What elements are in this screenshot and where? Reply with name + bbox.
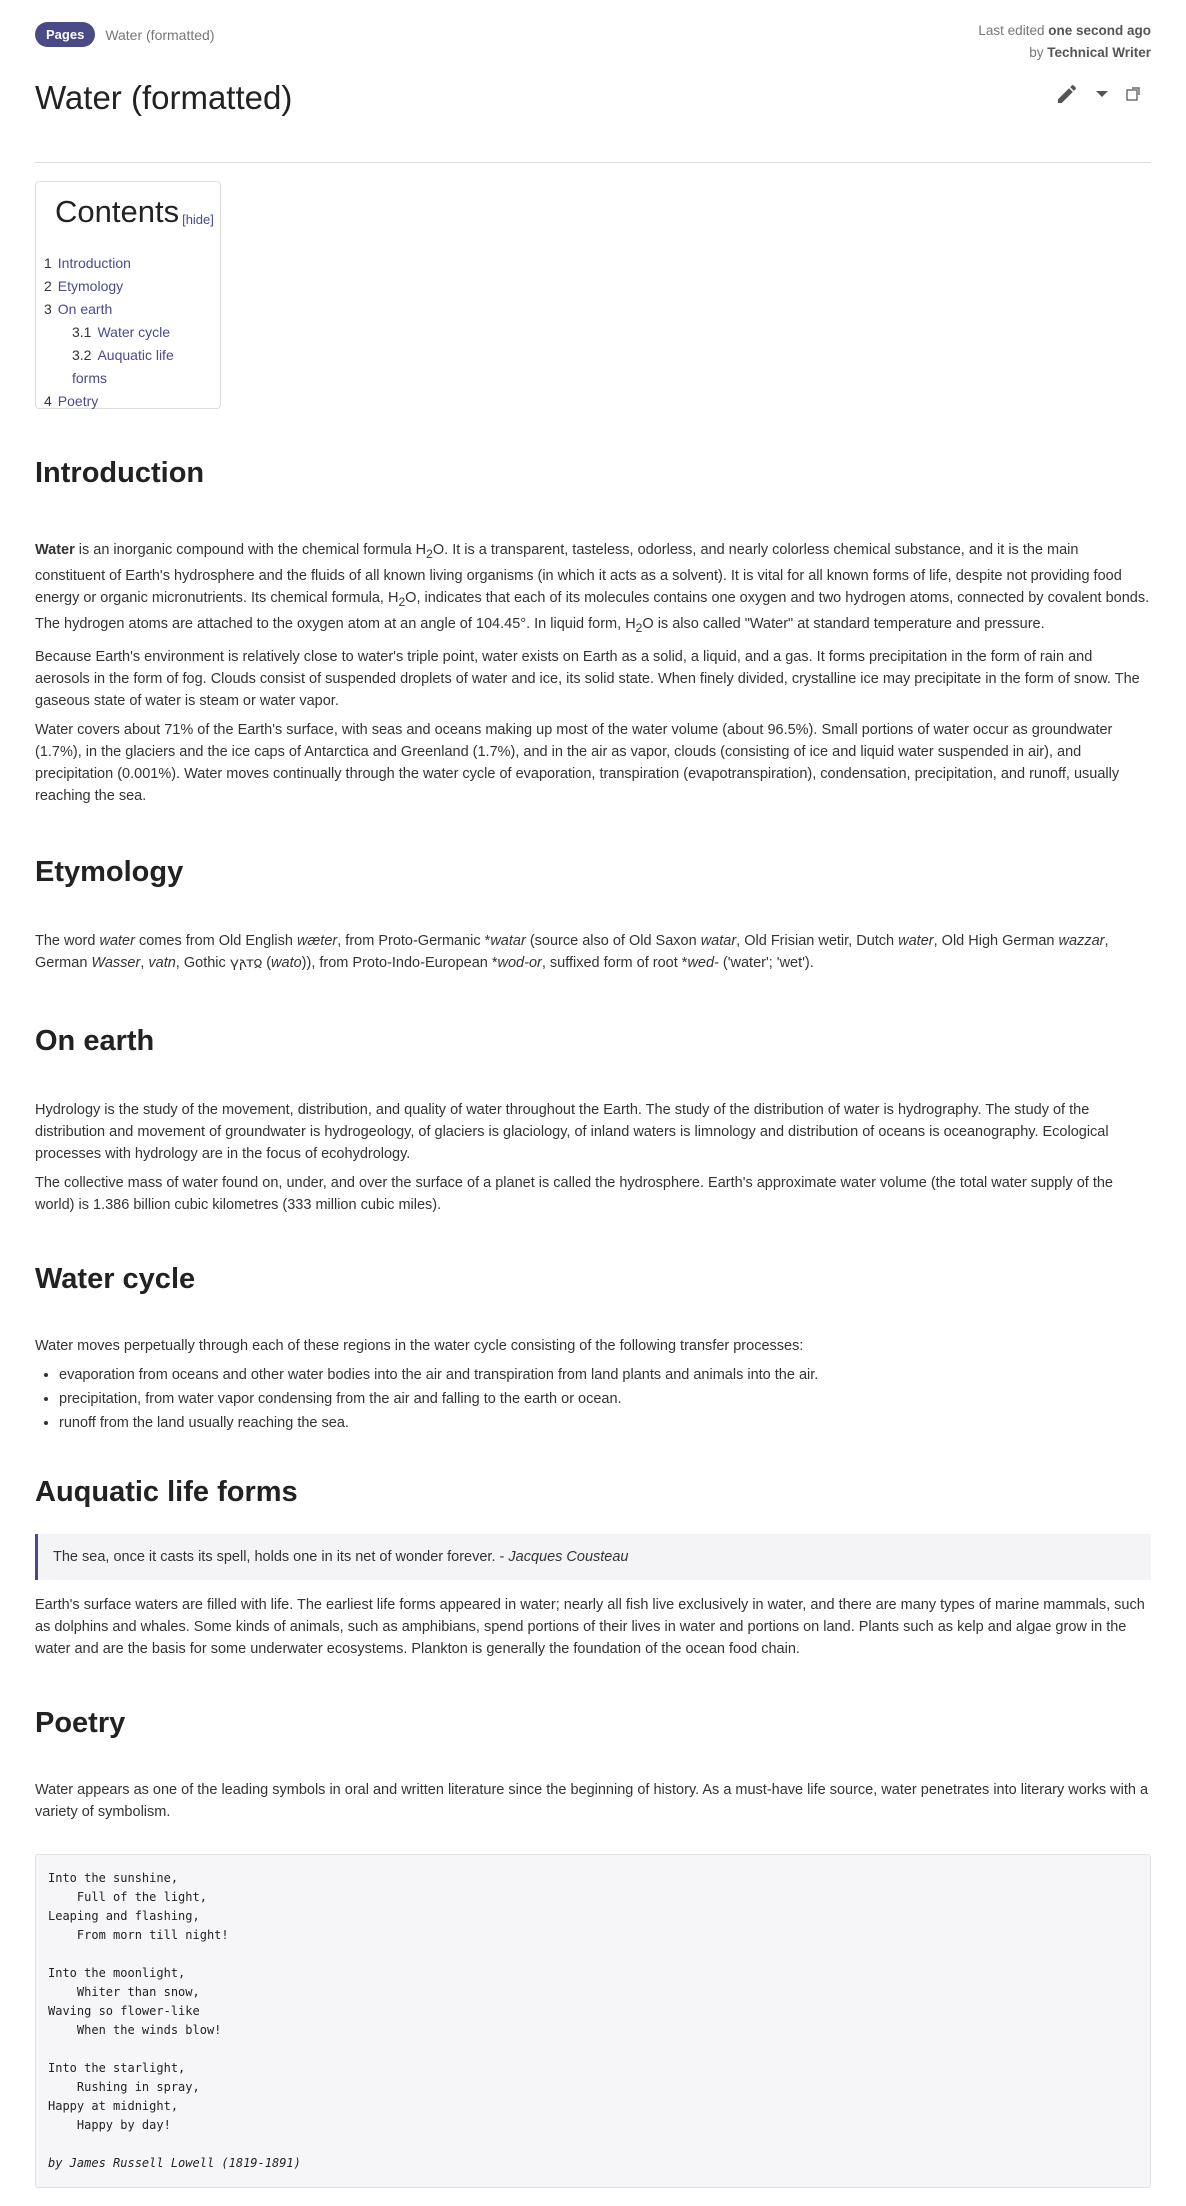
toc-item-poetry[interactable] bbox=[44, 390, 212, 413]
water-cycle-list bbox=[35, 1364, 1151, 1434]
text: O. It is a transparent, tasteless, odorless, and nearly colorless chemical substance, and it is the main constituent of Earth's hydrosphere and the fluids of all known living organisms (in which it acts as a solvent). It is vital for all known forms of life, despite not providing food energy or organic micronutrients. Its chemical formula, H bbox=[35, 542, 1122, 606]
toc-item-label[interactable]: On earth bbox=[57, 301, 113, 317]
last-edited-time: one second ago bbox=[1048, 23, 1151, 38]
toc-item-etymology[interactable] bbox=[44, 275, 212, 298]
text: comes from Old English bbox=[134, 932, 297, 949]
poem-byline: by James Russell Lowell (1819-1891) bbox=[48, 2155, 301, 2170]
text: O, indicates that each of its molecules contains one oxygen and two hydrogen atoms, connected by covalent bonds. The hydrogen atoms are attached to the oxygen atom at an angle of 104.45°. In liquid form, H bbox=[35, 589, 1150, 632]
italic: water bbox=[898, 932, 934, 949]
pages-button[interactable]: Pages bbox=[35, 22, 95, 47]
toc-item-label[interactable]: Water cycle bbox=[97, 324, 171, 340]
subscript: 2 bbox=[398, 594, 406, 609]
breadcrumb bbox=[35, 22, 214, 47]
earth-paragraph-2: The collective mass of water found on, under, and over the surface of a planet is called the hydrosphere. Earth's approximate water volume (the total water supply of the world) is 1.386 billion cubic kilometres (333 million cubic miles). bbox=[35, 1174, 1113, 1213]
edit-meta bbox=[978, 20, 1151, 64]
quote-text: The sea, once it casts its spell, holds one in its net of wonder forever. - bbox=[53, 1548, 509, 1565]
toc-item-number: 3 bbox=[44, 301, 52, 317]
italic: water bbox=[99, 932, 135, 949]
page-title: Water (formatted) bbox=[35, 79, 293, 116]
text: , bbox=[140, 954, 149, 971]
heading-aquatic-life: Auquatic life forms bbox=[35, 1475, 298, 1508]
aquatic-paragraph: Earth's surface waters are filled with life. The earliest life forms appeared in water; nearly all fish live exclusively in water, and there are many types of marine mammals, such as dolphins and whales. Some kinds of animals, such as amphibians, spend portions of their lives in water and portions on land. Plants such as kelp and algae grow in the water and are the basis for some underwater ecosystems. Plankton is generally the foundation of the ocean food chain. bbox=[35, 1596, 1145, 1657]
text: O is also called "Water" at standard temperature and pressure. bbox=[642, 615, 1045, 632]
toc-hide-link[interactable]: [hide] bbox=[182, 212, 214, 227]
table-of-contents bbox=[35, 181, 221, 409]
list-item: • evaporation from oceans and other water bodies into the air and transpiration from land plants and animals into the air. bbox=[59, 1364, 1151, 1386]
italic: Wasser bbox=[91, 954, 141, 971]
text: )), from Proto-Indo-European * bbox=[301, 954, 498, 971]
toc-item-label[interactable]: Auquatic life forms bbox=[72, 347, 174, 386]
text: is an inorganic compound with the chemical formula H bbox=[74, 542, 427, 558]
expand-icon[interactable] bbox=[1125, 86, 1141, 102]
list-item: • runoff from the land usually reaching the sea. bbox=[59, 1412, 1151, 1434]
toc-item-label[interactable]: Etymology bbox=[57, 278, 124, 294]
heading-etymology: Etymology bbox=[35, 855, 184, 888]
italic: wed- bbox=[687, 954, 719, 971]
italic: wazzar bbox=[1058, 932, 1105, 949]
italic: watar bbox=[490, 932, 526, 949]
italic: watar bbox=[700, 932, 737, 949]
toc-item-introduction[interactable] bbox=[44, 252, 212, 275]
last-edited-prefix: Last edited bbox=[978, 23, 1049, 38]
toc-item-number: 2 bbox=[44, 278, 52, 294]
heading-poetry: Poetry bbox=[35, 1706, 126, 1739]
text: , from Proto-Germanic * bbox=[337, 932, 491, 949]
toc-item-number: 3.1 bbox=[72, 324, 92, 340]
edit-icon[interactable] bbox=[1055, 82, 1079, 106]
intro-paragraph-2: Because Earth's environment is relatively close to water's triple point, water exists on Earth as a solid, a liquid, and a gas. It forms precipitation in the form of rain and aerosols in the form of fog. Clouds consist of suspended droplets of water and ice, its solid state. When finely divided, crystalline ice may precipitate in the form of snow. The gaseous state of water is steam or water vapor. bbox=[35, 648, 1140, 709]
list-item: • precipitation, from water vapor condensing from the air and falling to the earth or ocean. bbox=[59, 1388, 1151, 1410]
text: , Old High German bbox=[933, 932, 1059, 949]
toc-title: Contents bbox=[55, 194, 180, 229]
poetry-paragraph: Water appears as one of the leading symbols in oral and written literature since the beginning of history. As a must-have life source, water penetrates into literary works with a variety of symbolism. bbox=[35, 1781, 1149, 1820]
author-name[interactable]: Technical Writer bbox=[1047, 45, 1151, 60]
poem-code-block bbox=[35, 1854, 1151, 2188]
toc-item-label[interactable]: Poetry bbox=[57, 393, 99, 409]
text: , suffixed form of root * bbox=[541, 954, 688, 971]
text: The word bbox=[35, 932, 100, 949]
italic: wæter bbox=[296, 932, 338, 949]
page-tools bbox=[1055, 82, 1141, 106]
term-water: Water bbox=[35, 542, 75, 558]
italic: vatn bbox=[148, 954, 176, 971]
subscript: 2 bbox=[635, 620, 643, 635]
heading-on-earth: On earth bbox=[35, 1024, 155, 1057]
toc-item-aquatic-life[interactable] bbox=[44, 344, 212, 390]
italic: wato bbox=[271, 954, 302, 971]
by-prefix: by bbox=[1029, 45, 1048, 60]
heading-introduction: Introduction bbox=[35, 457, 205, 489]
intro-paragraph-1 bbox=[35, 539, 1151, 639]
page-content bbox=[35, 455, 1151, 2188]
italic: wod-or bbox=[497, 954, 542, 971]
quote-block bbox=[35, 1534, 1151, 1580]
text: , German bbox=[35, 932, 1109, 971]
breadcrumb-current: Water (formatted) bbox=[105, 26, 215, 43]
toc-item-water-cycle[interactable] bbox=[44, 321, 212, 344]
heading-water-cycle: Water cycle bbox=[35, 1262, 196, 1295]
poem-text: Into the sunshine, Full of the light, Leaping and flashing, From morn till night! Into the moonlight, Whiter than snow, Waving so flower-like When the winds blow! Into the starlight, Rushing in spray, Happy at midnight, Happy by day! bbox=[48, 1870, 229, 2132]
divider bbox=[35, 162, 1151, 163]
toc-item-number: 1 bbox=[44, 255, 52, 271]
earth-paragraph-1: Hydrology is the study of the movement, distribution, and quality of water throughout the Earth. The study of the distribution of water is hydrography. The study of the distribution and movement of groundwater is hydrogeology, of glaciers is glaciology, of inland waters is limnology and distribution of oceans is oceanography. Ecological processes with hydrology are in the focus of ecohydrology. bbox=[35, 1101, 1109, 1162]
toc-item-number: 3.2 bbox=[72, 347, 92, 363]
water-cycle-intro: Water moves perpetually through each of these regions in the water cycle consisting of the following transfer processes: bbox=[35, 1337, 804, 1354]
text: , Gothic 𐍅𐌰𐍄𐍉 ( bbox=[175, 954, 272, 971]
toc-item-on-earth[interactable] bbox=[44, 298, 212, 321]
etymology-paragraph bbox=[35, 930, 1151, 974]
caret-down-icon[interactable] bbox=[1095, 89, 1109, 99]
text: ('water'; 'wet'). bbox=[718, 954, 814, 971]
toc-item-label[interactable]: Introduction bbox=[57, 255, 131, 271]
toc-item-number: 4 bbox=[44, 393, 52, 409]
topbar bbox=[35, 0, 1151, 60]
text: (source also of Old Saxon bbox=[525, 932, 701, 949]
quote-author: Jacques Cousteau bbox=[508, 1548, 629, 1565]
subscript: 2 bbox=[426, 546, 433, 561]
text: , Old Frisian wetir, Dutch bbox=[736, 932, 899, 949]
page bbox=[35, 0, 1151, 2170]
intro-paragraph-3: Water covers about 71% of the Earth's surface, with seas and oceans making up most of the water volume (about 96.5%). Small portions of water occur as groundwater (1.7%), in the glaciers and the ice caps of Antarctica and Greenland (1.7%), and in the air as vapor, clouds (consisting of ice and liquid water suspended in air), and precipitation (0.001%). Water moves continually through the water cycle of evaporation, transpiration (evapotranspiration), condensation, precipitation, and runoff, usually reaching the sea. bbox=[35, 721, 1120, 804]
